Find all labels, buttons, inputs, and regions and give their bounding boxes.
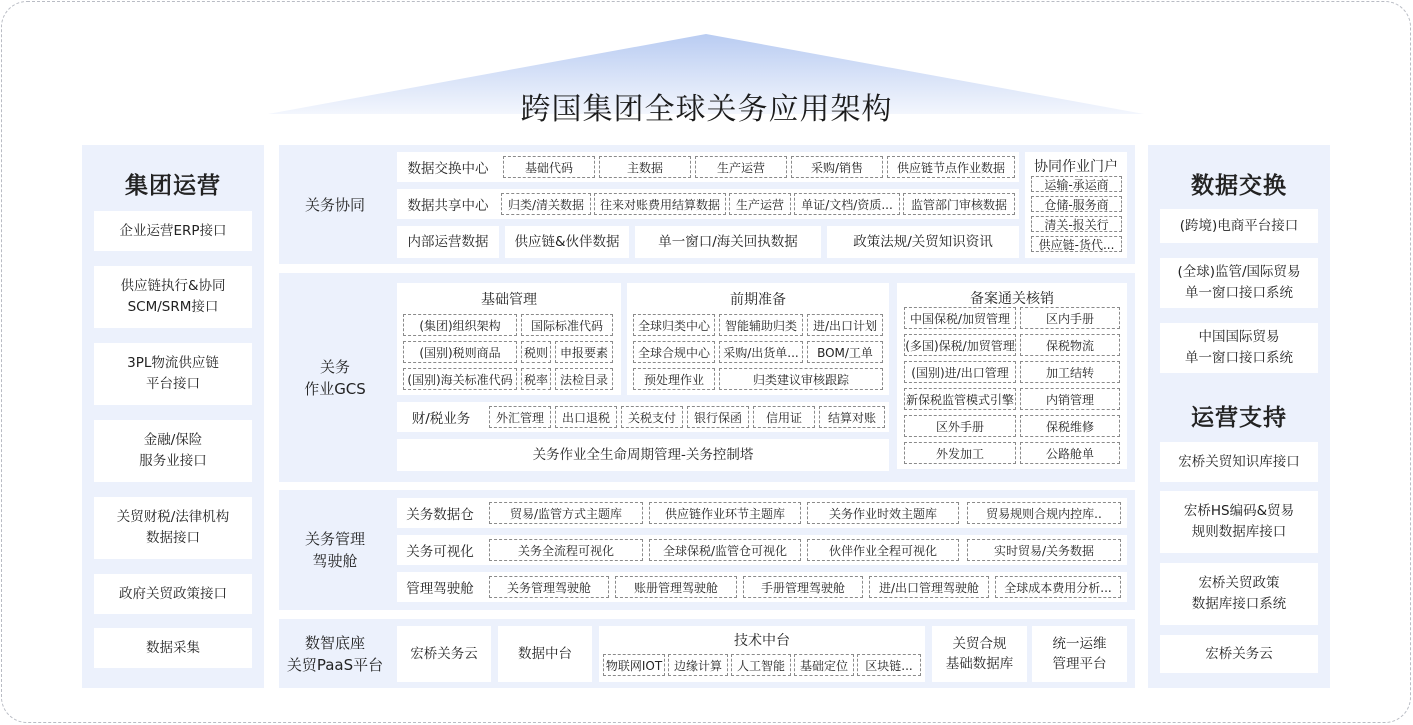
section-gcs [279,273,1135,482]
gcs-basic-chip: 法检目录 [555,368,613,390]
collab-portal-item: 清关-报关行 [1031,216,1122,232]
gcs-basic-chip: (国别)税则商品 [403,341,517,363]
gcs-prep-chip: 全球合规中心 [633,341,715,363]
right-panel-title-support: 运营支持 [1191,405,1287,431]
paas-tech-chip: 人工智能 [731,654,791,676]
cockpit-warehouse-chip: 供应链作业环节主题库 [649,502,801,524]
paas-cloud: 宏桥关务云 [397,626,491,682]
gcs-basic-chip: 税则 [521,341,551,363]
collab-share-chip: 监管部门审核数据 [903,193,1015,215]
gcs-prep-chip: BOM/工单 [807,341,883,363]
cockpit-dashboard-chip: 全球成本费用分析... [995,576,1121,598]
collab-policy-data: 政策法规/关贸知识资讯 [827,226,1019,258]
collab-portal-title: 协同作业门户 [1034,159,1118,175]
collab-share-chip: 生产运营 [729,193,791,215]
gcs-record-chip: 内销管理 [1020,388,1120,410]
collab-exchange-chip: 采购/销售 [791,156,883,178]
section-cockpit [279,490,1135,610]
right-panel [1148,145,1330,688]
collab-share-chip: 归类/清关数据 [501,193,591,215]
right-item-hs-code: 宏桥HS编码&贸易 规则数据库接口 [1160,491,1318,553]
right-item-knowledge: 宏桥关贸知识库接口 [1160,442,1318,482]
gcs-prep-chip: 预处理作业 [633,368,715,390]
section-collab [279,145,1135,264]
cockpit-visual-chip: 关务全流程可视化 [489,539,643,561]
section-paas [279,619,1135,688]
gcs-basic-title: 基础管理 [481,292,537,308]
gcs-prep-chip: 采购/出货单... [719,341,803,363]
cockpit-row-dashboard [397,572,1127,602]
gcs-record-chip: 保税物流 [1020,334,1120,356]
gcs-finance-chip: 信用证 [753,406,815,428]
collab-portal-item: 供应链-货代... [1031,236,1122,252]
collab-row-share [397,189,1019,219]
collab-portal-item: 运输-承运商 [1031,176,1122,192]
cockpit-dashboard-chip: 手册管理驾驶舱 [743,576,863,598]
collab-portal-item: 仓储-服务商 [1031,196,1122,212]
paas-tech-chip: 基础定位 [794,654,854,676]
section-collab-label: 关务协同 [304,195,365,214]
gcs-basic-chip: (国别)海关标准代码 [403,368,517,390]
cockpit-row-warehouse [397,498,1127,528]
left-item-erp: 企业运营ERP接口 [94,211,252,251]
collab-exchange-chip: 主数据 [599,156,691,178]
cockpit-visual-chip: 实时贸易/关务数据 [967,539,1121,561]
paas-ops-platform: 统一运维 管理平台 [1032,626,1127,682]
collab-partner-data: 供应链&伙伴数据 [505,226,629,258]
gcs-finance-label: 财/税业务 [411,411,471,427]
gcs-basic-chip: (集团)组织架构 [403,314,517,336]
gcs-finance-row [397,402,889,432]
gcs-record-chip: 加工结转 [1020,361,1120,383]
gcs-finance-chip: 出口退税 [555,406,617,428]
gcs-prep-chip: 归类建议审核跟踪 [719,368,883,390]
paas-compliance-db: 关贸合规 基础数据库 [932,626,1027,682]
left-item-collect: 数据采集 [94,628,252,668]
gcs-finance-chip: 外汇管理 [489,406,551,428]
gcs-record-chip: 区内手册 [1020,307,1120,329]
gcs-record-chip: 中国保税/加贸管理 [904,307,1016,329]
gcs-basic-chip: 国际标准代码 [521,314,613,336]
cockpit-row-visual [397,535,1127,565]
page-title: 跨国集团全球关务应用架构 [520,92,893,127]
gcs-finance-chip: 银行保函 [687,406,749,428]
paas-tech-group [599,626,925,682]
collab-row-exchange [397,152,1019,182]
section-paas-label: 数智底座 关贸PaaS平台 [286,633,384,674]
collab-portal [1025,152,1127,258]
collab-row-exchange-label: 数据交换中心 [407,161,489,177]
gcs-prep-group [627,283,889,395]
gcs-prep-chip: 进/出口计划 [807,314,883,336]
left-panel [82,145,264,688]
right-panel-title-exchange: 数据交换 [1191,173,1287,199]
gcs-basic-chip: 税率 [521,368,551,390]
collab-share-chip: 往来对账费用结算数据 [594,193,726,215]
cockpit-dashboard-chip: 账册管理驾驶舱 [615,576,737,598]
right-item-cloud: 宏桥关务云 [1160,635,1318,673]
gcs-record-chip: 外发加工 [904,442,1016,464]
paas-tech-chip: 区块链... [857,654,921,676]
gcs-finance-chip: 关税支付 [621,406,683,428]
paas-tech-chip: 边缘计算 [668,654,728,676]
gcs-record-chip: 区外手册 [904,415,1016,437]
left-item-finance: 金融/保险 服务业接口 [94,420,252,482]
collab-share-chip: 单证/文档/资质... [794,193,900,215]
gcs-record-group [897,283,1127,469]
paas-tech-chip: 物联网IOT [603,654,665,676]
gcs-prep-chip: 智能辅助归类 [719,314,803,336]
paas-data-center: 数据中台 [498,626,592,682]
collab-exchange-chip: 基础代码 [503,156,595,178]
left-item-policy: 政府关贸政策接口 [94,574,252,614]
gcs-basic-group [397,283,621,395]
gcs-prep-title: 前期准备 [730,292,786,308]
gcs-basic-chip: 申报要素 [555,341,613,363]
cockpit-row-dashboard-label: 管理驾驶舱 [406,581,474,597]
cockpit-warehouse-chip: 关务作业时效主题库 [807,502,959,524]
section-cockpit-label: 关务管理 驾驶舱 [304,530,365,570]
cockpit-visual-chip: 伙伴作业全程可视化 [807,539,959,561]
cockpit-dashboard-chip: 进/出口管理驾驶舱 [869,576,989,598]
cockpit-dashboard-chip: 关务管理驾驶舱 [489,576,609,598]
left-item-3pl: 3PL物流供应链 平台接口 [94,343,252,405]
cockpit-visual-chip: 全球保税/监管仓可视化 [649,539,801,561]
paas-tech-title: 技术中台 [734,633,790,649]
cockpit-row-warehouse-label: 关务数据仓 [406,507,474,523]
left-item-scm: 供应链执行&协同 SCM/SRM接口 [94,266,252,328]
gcs-record-chip: 保税维修 [1020,415,1120,437]
cockpit-row-visual-label: 关务可视化 [406,544,474,560]
gcs-prep-chip: 全球归类中心 [633,314,715,336]
gcs-record-chip: 公路舱单 [1020,442,1120,464]
gcs-record-chip: (国别)进/出口管理 [904,361,1016,383]
left-item-legal: 关贸财税/法律机构 数据接口 [94,497,252,559]
collab-exchange-chip: 供应链节点作业数据 [887,156,1015,178]
section-gcs-label: 关务 作业GCS [304,357,366,398]
right-item-policy-db: 宏桥关贸政策 数据库接口系统 [1160,563,1318,625]
collab-row-share-label: 数据共享中心 [407,198,489,214]
right-item-global-window: (全球)监管/国际贸易 单一窗口接口系统 [1160,258,1318,308]
collab-window-data: 单一窗口/海关回执数据 [635,226,821,258]
cockpit-warehouse-chip: 贸易/监管方式主题库 [489,502,643,524]
gcs-lifecycle-bar: 关务作业全生命周期管理-关务控制塔 [397,439,889,471]
collab-internal-data: 内部运营数据 [397,226,499,258]
collab-exchange-chip: 生产运营 [695,156,787,178]
gcs-record-title: 备案通关核销 [970,291,1054,307]
right-item-china-window: 中国国际贸易 单一窗口接口系统 [1160,323,1318,373]
gcs-record-chip: 新保税监管模式引擎 [904,388,1016,410]
gcs-finance-chip: 结算对账 [819,406,885,428]
left-panel-title: 集团运营 [125,173,221,199]
gcs-record-chip: (多国)保税/加贸管理 [904,334,1016,356]
right-item-ecommerce: (跨境)电商平台接口 [1160,209,1318,243]
cockpit-warehouse-chip: 贸易规则合规内控库.. [967,502,1121,524]
